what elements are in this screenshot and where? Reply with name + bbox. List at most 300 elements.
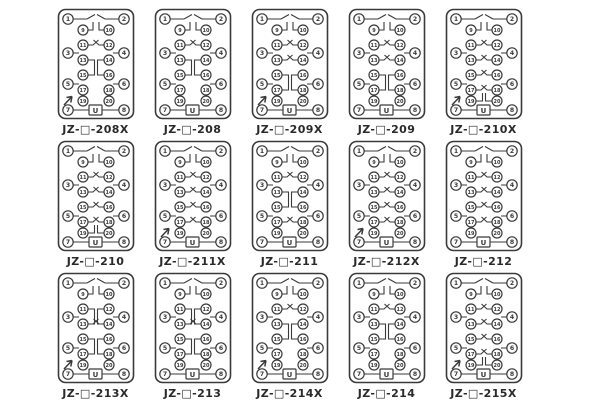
relay-diagram-cell [47, 8, 144, 140]
svg-text:4: 4 [509, 50, 514, 58]
svg-text:20: 20 [299, 363, 306, 370]
svg-text:15: 15 [79, 337, 86, 344]
svg-text:19: 19 [79, 363, 86, 370]
svg-text:7: 7 [162, 371, 167, 379]
diagram-label: JZ-□-212X [353, 255, 420, 268]
svg-text:9: 9 [371, 28, 376, 35]
svg-text:5: 5 [259, 213, 264, 221]
svg-text:10: 10 [396, 292, 403, 299]
svg-text:1: 1 [356, 16, 361, 24]
svg-text:1: 1 [356, 280, 361, 288]
svg-text:3: 3 [453, 314, 458, 322]
svg-text:13: 13 [467, 190, 474, 197]
svg-text:3: 3 [65, 50, 70, 58]
svg-text:16: 16 [202, 337, 209, 344]
svg-text:8: 8 [218, 239, 223, 247]
relay-diagram-cell [435, 140, 532, 272]
svg-text:15: 15 [467, 337, 474, 344]
svg-text:18: 18 [105, 88, 112, 95]
svg-text:17: 17 [370, 88, 377, 95]
svg-text:20: 20 [202, 231, 209, 238]
svg-text:4: 4 [121, 314, 126, 322]
svg-text:18: 18 [299, 352, 306, 359]
svg-text:11: 11 [370, 175, 377, 182]
svg-text:13: 13 [273, 190, 280, 197]
svg-text:1: 1 [259, 148, 264, 156]
svg-text:12: 12 [396, 43, 403, 50]
svg-text:13: 13 [467, 58, 474, 65]
relay-diagram-cell [241, 272, 338, 400]
svg-text:15: 15 [370, 337, 377, 344]
svg-text:18: 18 [396, 220, 403, 227]
svg-text:10: 10 [493, 292, 500, 299]
svg-text:9: 9 [274, 292, 279, 299]
svg-text:13: 13 [370, 190, 377, 197]
svg-text:9: 9 [468, 292, 473, 299]
svg-text:U: U [480, 238, 486, 247]
svg-text:9: 9 [274, 28, 279, 35]
svg-text:7: 7 [65, 371, 70, 379]
svg-text:5: 5 [356, 213, 361, 221]
svg-text:3: 3 [259, 50, 264, 58]
svg-text:11: 11 [273, 307, 280, 314]
svg-text:13: 13 [79, 322, 86, 329]
svg-text:U: U [92, 106, 98, 115]
svg-text:17: 17 [370, 220, 377, 227]
svg-text:10: 10 [396, 160, 403, 167]
svg-text:7: 7 [356, 371, 361, 379]
relay-pinout-diagram [57, 272, 135, 384]
svg-text:10: 10 [493, 160, 500, 167]
svg-text:9: 9 [80, 160, 85, 167]
svg-text:20: 20 [105, 99, 112, 106]
svg-text:19: 19 [273, 99, 280, 106]
svg-text:20: 20 [299, 99, 306, 106]
svg-text:15: 15 [79, 205, 86, 212]
svg-text:4: 4 [412, 50, 417, 58]
svg-text:18: 18 [299, 220, 306, 227]
svg-text:U: U [92, 238, 98, 247]
svg-text:14: 14 [299, 58, 306, 65]
svg-text:6: 6 [315, 81, 320, 89]
relay-diagram-cell [144, 140, 241, 272]
svg-text:19: 19 [273, 231, 280, 238]
signal-arrow-icon [355, 229, 363, 238]
svg-text:15: 15 [176, 337, 183, 344]
svg-text:8: 8 [315, 239, 320, 247]
svg-text:8: 8 [509, 107, 514, 115]
svg-text:14: 14 [493, 58, 500, 65]
svg-text:14: 14 [299, 190, 306, 197]
svg-text:12: 12 [493, 175, 500, 182]
svg-text:8: 8 [509, 239, 514, 247]
svg-text:4: 4 [315, 182, 320, 190]
svg-text:19: 19 [79, 99, 86, 106]
svg-text:4: 4 [412, 182, 417, 190]
svg-text:8: 8 [315, 107, 320, 115]
svg-text:1: 1 [259, 16, 264, 24]
svg-text:9: 9 [177, 160, 182, 167]
svg-text:14: 14 [105, 58, 112, 65]
svg-text:11: 11 [79, 307, 86, 314]
signal-arrow-icon [452, 361, 460, 370]
svg-text:12: 12 [202, 307, 209, 314]
svg-text:10: 10 [105, 160, 112, 167]
svg-text:14: 14 [493, 322, 500, 329]
svg-text:14: 14 [202, 322, 209, 329]
svg-text:17: 17 [176, 220, 183, 227]
diagram-label: JZ-□-214X [256, 387, 323, 400]
relay-pinout-diagram [154, 140, 232, 252]
svg-text:19: 19 [467, 363, 474, 370]
svg-text:11: 11 [273, 43, 280, 50]
relay-diagram-cell [338, 140, 435, 272]
svg-text:6: 6 [121, 345, 126, 353]
svg-text:5: 5 [356, 81, 361, 89]
svg-text:5: 5 [453, 81, 458, 89]
svg-text:9: 9 [371, 160, 376, 167]
svg-text:15: 15 [176, 205, 183, 212]
svg-text:17: 17 [79, 88, 86, 95]
svg-text:3: 3 [65, 314, 70, 322]
svg-text:7: 7 [259, 107, 264, 115]
relay-diagram-cell [338, 272, 435, 400]
svg-text:12: 12 [202, 43, 209, 50]
diagram-label: JZ-□-209X [256, 123, 323, 136]
svg-text:18: 18 [493, 220, 500, 227]
svg-text:14: 14 [299, 322, 306, 329]
svg-text:8: 8 [412, 371, 417, 379]
svg-text:20: 20 [202, 363, 209, 370]
svg-text:3: 3 [162, 182, 167, 190]
svg-text:18: 18 [396, 352, 403, 359]
svg-text:15: 15 [273, 337, 280, 344]
svg-text:9: 9 [468, 28, 473, 35]
svg-text:10: 10 [105, 292, 112, 299]
svg-text:13: 13 [467, 322, 474, 329]
svg-text:17: 17 [467, 88, 474, 95]
svg-text:17: 17 [273, 352, 280, 359]
svg-text:2: 2 [121, 16, 126, 24]
svg-text:16: 16 [493, 337, 500, 344]
relay-pinout-diagram [348, 8, 426, 120]
svg-text:18: 18 [105, 352, 112, 359]
svg-text:20: 20 [493, 231, 500, 238]
svg-text:4: 4 [315, 314, 320, 322]
svg-text:17: 17 [467, 352, 474, 359]
svg-text:8: 8 [218, 107, 223, 115]
svg-text:19: 19 [176, 231, 183, 238]
svg-text:13: 13 [370, 322, 377, 329]
svg-text:11: 11 [467, 43, 474, 50]
signal-arrow-icon [258, 361, 266, 370]
svg-text:5: 5 [65, 213, 70, 221]
signal-arrow-icon [258, 97, 266, 106]
svg-text:8: 8 [412, 107, 417, 115]
diagram-label: JZ-□-208 [163, 123, 222, 136]
svg-text:12: 12 [396, 175, 403, 182]
svg-text:10: 10 [202, 160, 209, 167]
svg-text:7: 7 [162, 107, 167, 115]
svg-text:19: 19 [467, 99, 474, 106]
svg-text:U: U [383, 106, 389, 115]
svg-text:16: 16 [105, 73, 112, 80]
svg-text:15: 15 [370, 205, 377, 212]
svg-text:2: 2 [218, 280, 223, 288]
svg-text:6: 6 [509, 213, 514, 221]
svg-text:2: 2 [315, 148, 320, 156]
svg-text:18: 18 [105, 220, 112, 227]
svg-text:6: 6 [509, 345, 514, 353]
svg-text:6: 6 [218, 81, 223, 89]
svg-text:12: 12 [396, 307, 403, 314]
svg-text:2: 2 [218, 148, 223, 156]
svg-text:16: 16 [202, 73, 209, 80]
svg-text:16: 16 [105, 205, 112, 212]
svg-text:17: 17 [370, 352, 377, 359]
svg-text:2: 2 [121, 280, 126, 288]
svg-text:4: 4 [218, 50, 223, 58]
svg-text:19: 19 [176, 99, 183, 106]
svg-text:4: 4 [412, 314, 417, 322]
svg-text:12: 12 [493, 43, 500, 50]
svg-text:19: 19 [176, 363, 183, 370]
svg-text:14: 14 [105, 322, 112, 329]
svg-text:8: 8 [121, 371, 126, 379]
svg-text:12: 12 [105, 175, 112, 182]
svg-text:U: U [480, 370, 486, 379]
svg-text:17: 17 [273, 88, 280, 95]
svg-text:19: 19 [467, 231, 474, 238]
svg-text:16: 16 [396, 73, 403, 80]
svg-text:20: 20 [105, 231, 112, 238]
svg-text:13: 13 [273, 322, 280, 329]
relay-diagram-cell [47, 140, 144, 272]
signal-arrow-icon [452, 97, 460, 106]
svg-text:2: 2 [315, 16, 320, 24]
svg-text:2: 2 [315, 280, 320, 288]
svg-text:16: 16 [396, 205, 403, 212]
svg-text:10: 10 [299, 292, 306, 299]
svg-text:1: 1 [162, 148, 167, 156]
svg-text:7: 7 [259, 239, 264, 247]
svg-text:16: 16 [202, 205, 209, 212]
svg-text:15: 15 [273, 73, 280, 80]
relay-pinout-diagram [57, 140, 135, 252]
relay-pinout-diagram [251, 8, 329, 120]
svg-text:U: U [480, 106, 486, 115]
svg-text:14: 14 [202, 58, 209, 65]
relay-pinout-diagram [348, 140, 426, 252]
diagram-label: JZ-□-210X [450, 123, 517, 136]
svg-text:1: 1 [453, 280, 458, 288]
svg-text:18: 18 [396, 88, 403, 95]
svg-text:3: 3 [356, 182, 361, 190]
svg-text:5: 5 [259, 81, 264, 89]
relay-pinout-diagram [445, 272, 523, 384]
svg-text:U: U [383, 238, 389, 247]
diagram-label: JZ-□-208X [62, 123, 129, 136]
svg-text:7: 7 [162, 239, 167, 247]
svg-text:15: 15 [176, 73, 183, 80]
svg-text:3: 3 [162, 50, 167, 58]
diagram-label: JZ-□-212 [454, 255, 513, 268]
svg-text:1: 1 [453, 148, 458, 156]
svg-text:7: 7 [356, 239, 361, 247]
svg-text:5: 5 [162, 213, 167, 221]
svg-text:3: 3 [453, 50, 458, 58]
svg-text:2: 2 [509, 148, 514, 156]
svg-text:U: U [189, 238, 195, 247]
svg-text:13: 13 [176, 190, 183, 197]
svg-text:8: 8 [218, 371, 223, 379]
svg-text:18: 18 [202, 88, 209, 95]
svg-text:20: 20 [202, 99, 209, 106]
svg-text:7: 7 [259, 371, 264, 379]
svg-text:16: 16 [299, 205, 306, 212]
svg-text:10: 10 [493, 28, 500, 35]
svg-text:10: 10 [202, 28, 209, 35]
diagram-label: JZ-□-215X [450, 387, 517, 400]
svg-text:15: 15 [467, 73, 474, 80]
svg-text:19: 19 [370, 231, 377, 238]
svg-text:6: 6 [509, 81, 514, 89]
svg-text:13: 13 [273, 58, 280, 65]
svg-text:7: 7 [453, 371, 458, 379]
svg-text:10: 10 [299, 28, 306, 35]
svg-text:11: 11 [467, 307, 474, 314]
svg-text:1: 1 [65, 148, 70, 156]
svg-text:6: 6 [315, 345, 320, 353]
svg-text:14: 14 [202, 190, 209, 197]
svg-text:20: 20 [493, 99, 500, 106]
svg-text:8: 8 [315, 371, 320, 379]
svg-text:13: 13 [370, 58, 377, 65]
relay-pinout-diagram [445, 140, 523, 252]
svg-text:9: 9 [80, 292, 85, 299]
svg-text:4: 4 [121, 50, 126, 58]
relay-diagram-cell [435, 8, 532, 140]
svg-text:19: 19 [273, 363, 280, 370]
relay-diagram-cell [241, 8, 338, 140]
svg-text:1: 1 [453, 16, 458, 24]
diagram-label: JZ-□-210 [66, 255, 125, 268]
svg-text:6: 6 [412, 81, 417, 89]
svg-text:5: 5 [162, 345, 167, 353]
svg-text:6: 6 [218, 345, 223, 353]
svg-text:13: 13 [176, 58, 183, 65]
svg-text:3: 3 [65, 182, 70, 190]
svg-text:14: 14 [493, 190, 500, 197]
svg-text:3: 3 [356, 314, 361, 322]
svg-text:1: 1 [259, 280, 264, 288]
svg-text:11: 11 [79, 43, 86, 50]
svg-text:11: 11 [176, 307, 183, 314]
svg-text:17: 17 [273, 220, 280, 227]
svg-text:16: 16 [493, 205, 500, 212]
svg-text:U: U [286, 106, 292, 115]
svg-text:11: 11 [370, 43, 377, 50]
svg-text:17: 17 [467, 220, 474, 227]
svg-text:12: 12 [493, 307, 500, 314]
svg-text:16: 16 [493, 73, 500, 80]
svg-text:19: 19 [370, 363, 377, 370]
svg-text:4: 4 [315, 50, 320, 58]
svg-text:10: 10 [105, 28, 112, 35]
svg-text:20: 20 [396, 363, 403, 370]
svg-text:11: 11 [79, 175, 86, 182]
svg-text:4: 4 [121, 182, 126, 190]
svg-text:7: 7 [65, 239, 70, 247]
svg-text:14: 14 [396, 322, 403, 329]
svg-text:18: 18 [299, 88, 306, 95]
svg-text:1: 1 [162, 280, 167, 288]
diagram-label: JZ-□-211X [159, 255, 226, 268]
diagram-label: JZ-□-214 [357, 387, 416, 400]
svg-text:13: 13 [79, 58, 86, 65]
svg-text:9: 9 [177, 292, 182, 299]
svg-text:18: 18 [493, 352, 500, 359]
svg-text:9: 9 [177, 28, 182, 35]
svg-text:2: 2 [218, 16, 223, 24]
svg-text:16: 16 [299, 73, 306, 80]
svg-text:10: 10 [202, 292, 209, 299]
svg-text:6: 6 [315, 213, 320, 221]
svg-text:18: 18 [202, 352, 209, 359]
svg-text:12: 12 [299, 307, 306, 314]
relay-pinout-diagram [251, 140, 329, 252]
svg-text:15: 15 [370, 73, 377, 80]
svg-text:6: 6 [121, 213, 126, 221]
svg-text:5: 5 [65, 345, 70, 353]
svg-text:20: 20 [396, 99, 403, 106]
svg-text:1: 1 [65, 16, 70, 24]
svg-text:20: 20 [396, 231, 403, 238]
svg-text:7: 7 [453, 239, 458, 247]
relay-pinout-diagram [348, 272, 426, 384]
svg-text:8: 8 [509, 371, 514, 379]
svg-text:7: 7 [65, 107, 70, 115]
svg-text:16: 16 [105, 337, 112, 344]
signal-arrow-icon [64, 97, 72, 106]
signal-arrow-icon [161, 229, 169, 238]
diagram-label: JZ-□-209 [357, 123, 416, 136]
svg-text:17: 17 [176, 88, 183, 95]
svg-text:U: U [286, 370, 292, 379]
svg-text:5: 5 [65, 81, 70, 89]
svg-text:17: 17 [176, 352, 183, 359]
svg-text:2: 2 [121, 148, 126, 156]
relay-pinout-diagram [57, 8, 135, 120]
svg-text:3: 3 [162, 314, 167, 322]
svg-text:19: 19 [370, 99, 377, 106]
svg-text:U: U [383, 370, 389, 379]
relay-pinout-diagram [251, 272, 329, 384]
svg-text:12: 12 [299, 43, 306, 50]
svg-text:15: 15 [273, 205, 280, 212]
svg-text:8: 8 [121, 239, 126, 247]
svg-text:7: 7 [356, 107, 361, 115]
svg-text:6: 6 [412, 345, 417, 353]
svg-text:12: 12 [299, 175, 306, 182]
svg-text:12: 12 [202, 175, 209, 182]
svg-text:8: 8 [412, 239, 417, 247]
diagram-label: JZ-□-213X [62, 387, 129, 400]
svg-text:6: 6 [218, 213, 223, 221]
svg-text:5: 5 [453, 213, 458, 221]
relay-diagram-cell [435, 272, 532, 400]
svg-text:3: 3 [259, 314, 264, 322]
